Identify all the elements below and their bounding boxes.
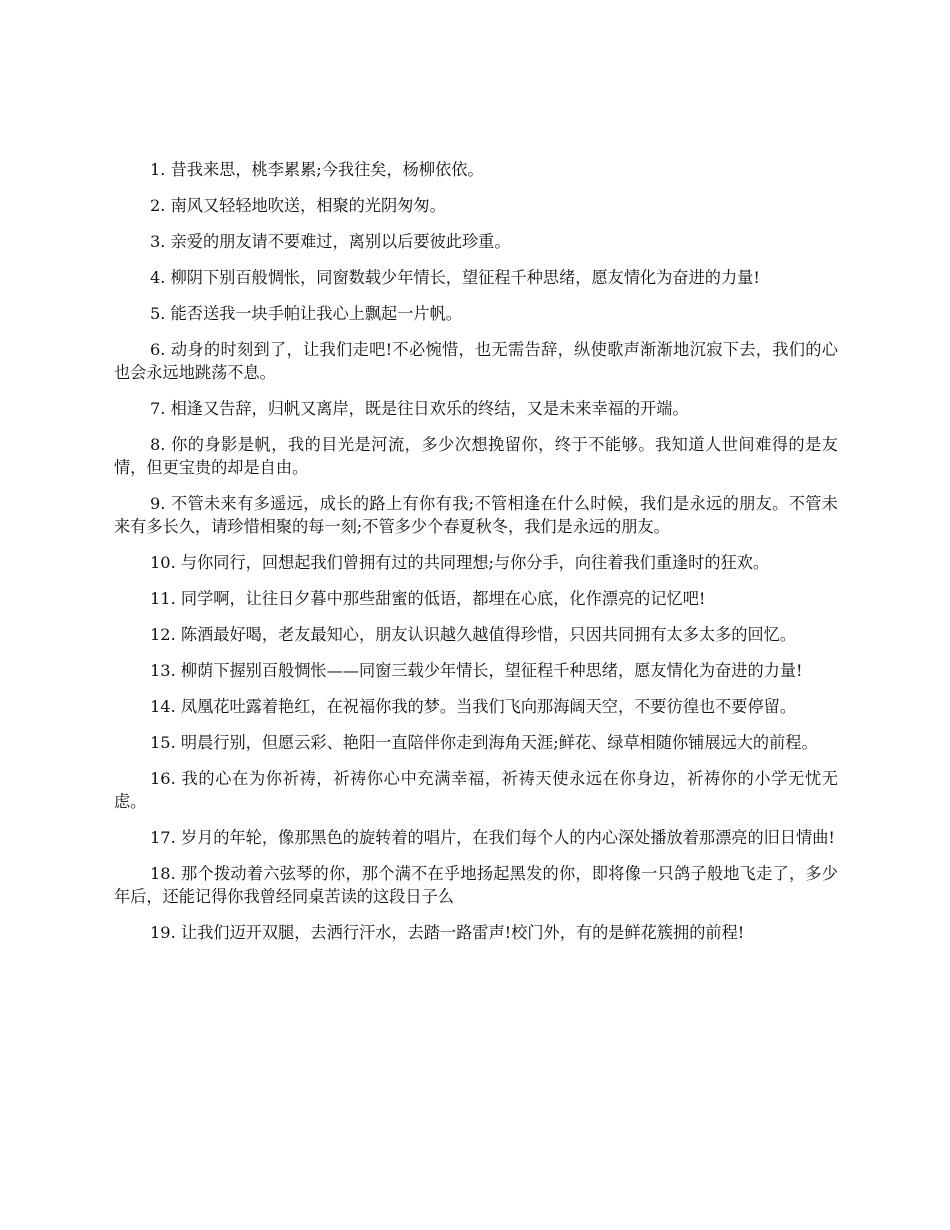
paragraph-5: 5. 能否送我一块手帕让我心上飘起一片帆。	[150, 304, 462, 323]
paragraph-17: 17. 岁月的年轮，像那黑色的旋转着的唱片，在我们每个人的内心深处播放着那漂亮的旧日情曲!	[150, 828, 835, 847]
paragraph-8: 8. 你的身影是帆，我的目光是河流，多少次想挽留你，终于不能够。我知道人世间难得的是友情，但更宝贵的却是自由。	[114, 435, 838, 477]
paragraph-12: 12. 陈酒最好喝，老友最知心，朋友认识越久越值得珍惜，只因共同拥有太多太多的回忆。	[150, 625, 797, 644]
paragraph-10: 10. 与你同行，回想起我们曾拥有过的共同理想;与你分手，向往着我们重逢时的狂欢。	[150, 553, 770, 572]
paragraph-6: 6. 动身的时刻到了，让我们走吧!不必惋惜，也无需告辞，纵使歌声渐渐地沉寂下去，我们的心也会永远地跳荡不息。	[114, 340, 838, 382]
paragraph-4: 4. 柳阴下别百般惆怅，同窗数载少年情长，望征程千种思绪，愿友情化为奋进的力量!	[150, 268, 760, 287]
document-body	[114, 158, 838, 957]
paragraph-18: 18. 那个拨动着六弦琴的你，那个满不在乎地扬起黑发的你，即将像一只鸽子般地飞走了，多少年后，还能记得你我曾经同桌苦读的这段日子么	[114, 864, 838, 906]
paragraph-16: 16. 我的心在为你祈祷，祈祷你心中充满幸福，祈祷天使永远在你身边，祈祷你的小学无忧无虑。	[114, 769, 838, 811]
paragraph-2: 2. 南风又轻轻地吹送，相聚的光阴匆匆。	[150, 196, 446, 215]
paragraph-15: 15. 明晨行别，但愿云彩、艳阳一直陪伴你走到海角天涯;鲜花、绿草相随你铺展远大的前程。	[150, 733, 818, 752]
paragraph-19: 19. 让我们迈开双腿，去洒行汗水，去踏一路雷声!校门外，有的是鲜花簇拥的前程!	[150, 923, 745, 942]
paragraph-7: 7. 相逢又告辞，归帆又离岸，既是往日欢乐的终结，又是未来幸福的开端。	[150, 399, 689, 418]
paragraph-13: 13. 柳荫下握别百般惆怅——同窗三载少年情长，望征程千种思绪，愿友情化为奋进的力量!	[150, 661, 803, 680]
paragraph-1: 1. 昔我来思，桃李累累;今我往矣，杨柳依依。	[150, 160, 484, 179]
paragraph-11: 11. 同学啊，让往日夕暮中那些甜蜜的低语，都埋在心底，化作漂亮的记忆吧!	[150, 589, 706, 608]
paragraph-14: 14. 凤凰花吐露着艳红，在祝福你我的梦。当我们飞向那海阔天空，不要彷徨也不要停留。	[150, 697, 797, 716]
paragraph-3: 3. 亲爱的朋友请不要难过，离别以后要彼此珍重。	[150, 232, 511, 251]
paragraph-9: 9. 不管未来有多遥远，成长的路上有你有我;不管相逢在什么时候，我们是永远的朋友。不管未来有多长久，请珍惜相聚的每一刻;不管多少个春夏秋冬，我们是永远的朋友。	[114, 494, 838, 536]
